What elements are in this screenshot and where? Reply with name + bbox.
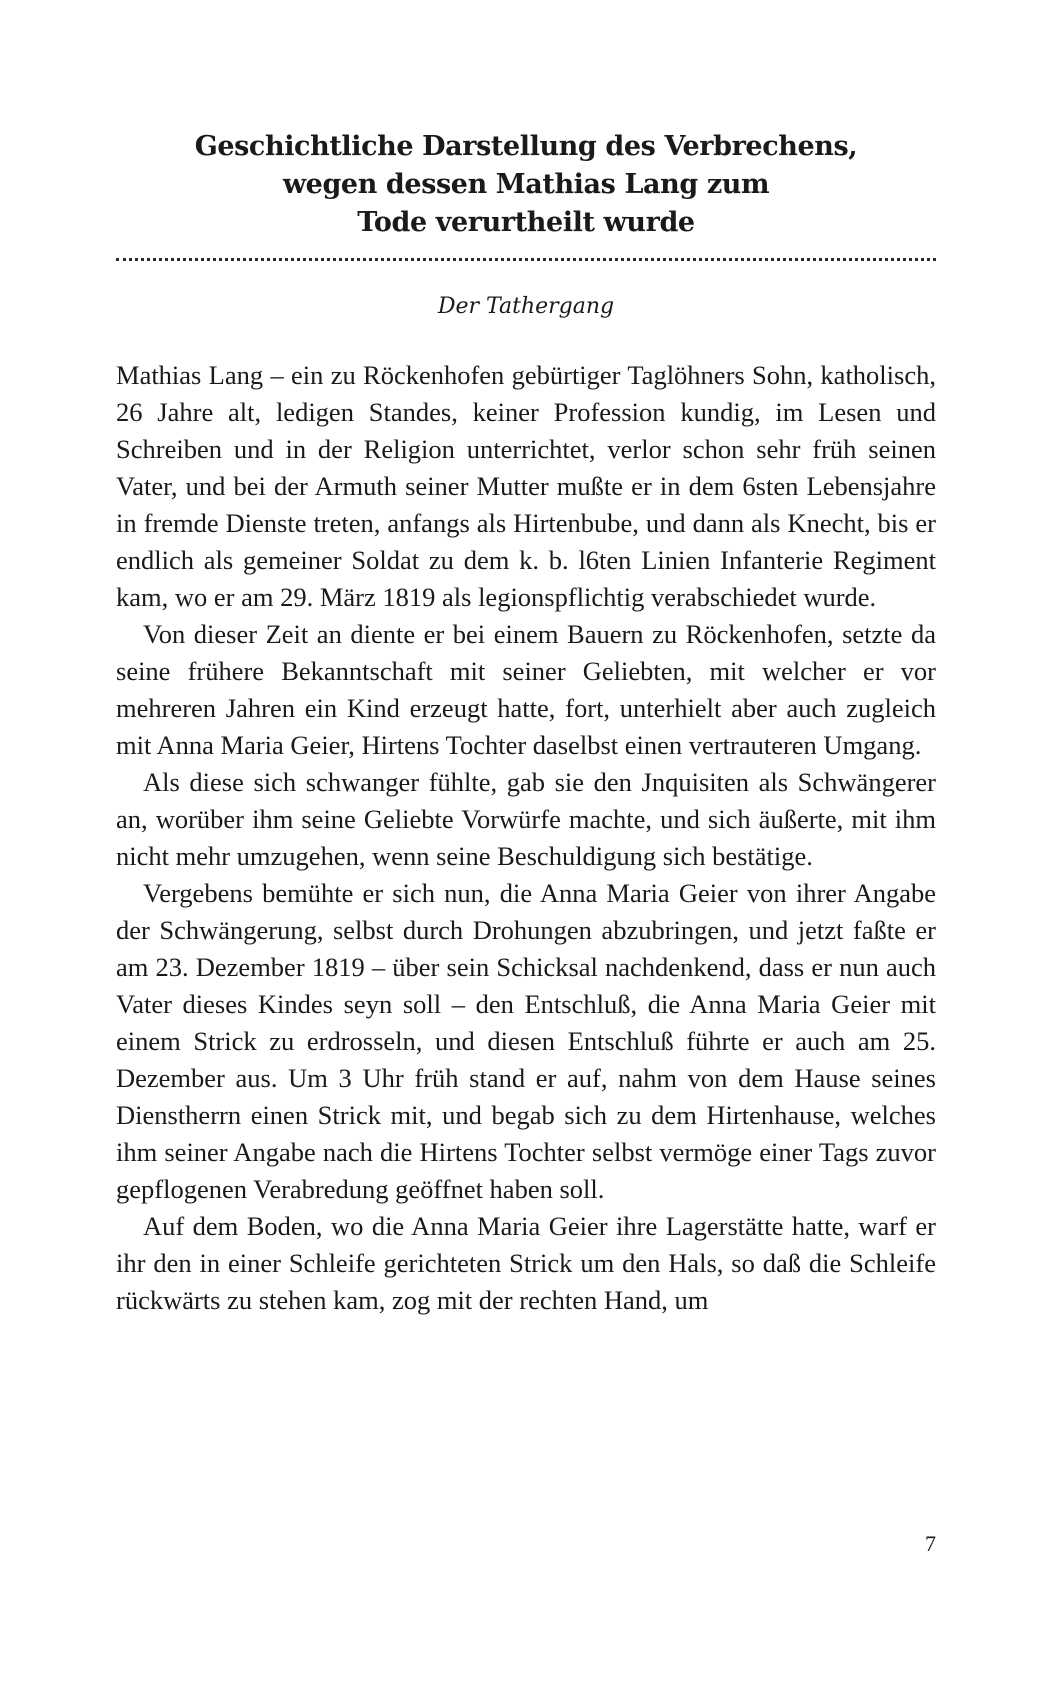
dotted-divider: [116, 258, 936, 261]
page-number: 7: [925, 1531, 936, 1556]
chapter-title-line: Tode verurtheilt wurde: [357, 207, 695, 238]
chapter-title-line: wegen dessen Mathias Lang zum: [282, 169, 770, 200]
paragraph: Von dieser Zeit an diente er bei einem Bauern zu Röckenhofen, setzte da seine frühere Bekanntschaft mit seiner Geliebten, mit welcher er vor mehreren Jahren ein Kind erzeugt hatte, fort, unterhielt aber auch zugleich mit Anna Maria Geier, Hirtens Tochter daselbst einen vertrauteren Umgang.: [116, 619, 936, 760]
paragraph: Auf dem Boden, wo die Anna Maria Geier ihre Lagerstätte hatte, warf er ihr den in einer Schleife gerichteten Strick um den Hals, so daß die Schleife rückwärts zu stehen kam, zog mit der rechten Hand, um: [116, 1211, 936, 1315]
section-subtitle: Der Tathergang: [437, 294, 615, 319]
paragraph: Als diese sich schwanger fühlte, gab sie den Jnquisiten als Schwängerer an, worüber ihm seine Geliebte Vorwürfe machte, und sich äußerte, mit ihm nicht mehr umzugehen, wenn seine Beschuldigung sich bestätige.: [116, 767, 936, 871]
body-text: [116, 357, 936, 1319]
chapter-title-line: Geschichtliche Darstellung des Verbrechens,: [194, 131, 858, 162]
chapter-title: [116, 128, 936, 242]
paragraph: Vergebens bemühte er sich nun, die Anna Maria Geier von ihrer Angabe der Schwängerung, selbst durch Drohungen abzubringen, und jetzt faßte er am 23. Dezember 1819 – über sein Schicksal nachdenkend, dass er nun auch Vater dieses Kindes seyn soll – den Entschluß, die Anna Maria Geier mit einem Strick zu erdrosseln, und diesen Entschluß führte er auch am 25. Dezember aus. Um 3 Uhr früh stand er auf, nahm von dem Hause seines Dienstherrn einen Strick mit, und begab sich zu dem Hirtenhause, welches ihm seiner Angabe nach die Hirtens Tochter selbst vermöge einer Tags zuvor gepflogenen Verabredung geöffnet haben soll.: [116, 878, 936, 1204]
paragraph: Mathias Lang – ein zu Röckenhofen gebürtiger Taglöhners Sohn, katholisch, 26 Jahre alt, ledigen Standes, keiner Profession kundig, im Lesen und Schreiben und in der Religion unterrichtet, verlor schon sehr früh seinen Vater, und bei der Armuth seiner Mutter mußte er in dem 6sten Lebensjahre in fremde Dienste treten, anfangs als Hirtenbube, und dann als Knecht, bis er endlich als gemeiner Soldat zu dem k. b. l6ten Linien Infanterie Regiment kam, wo er am 29. März 1819 als legionspflichtig verabschiedet wurde.: [116, 360, 936, 612]
